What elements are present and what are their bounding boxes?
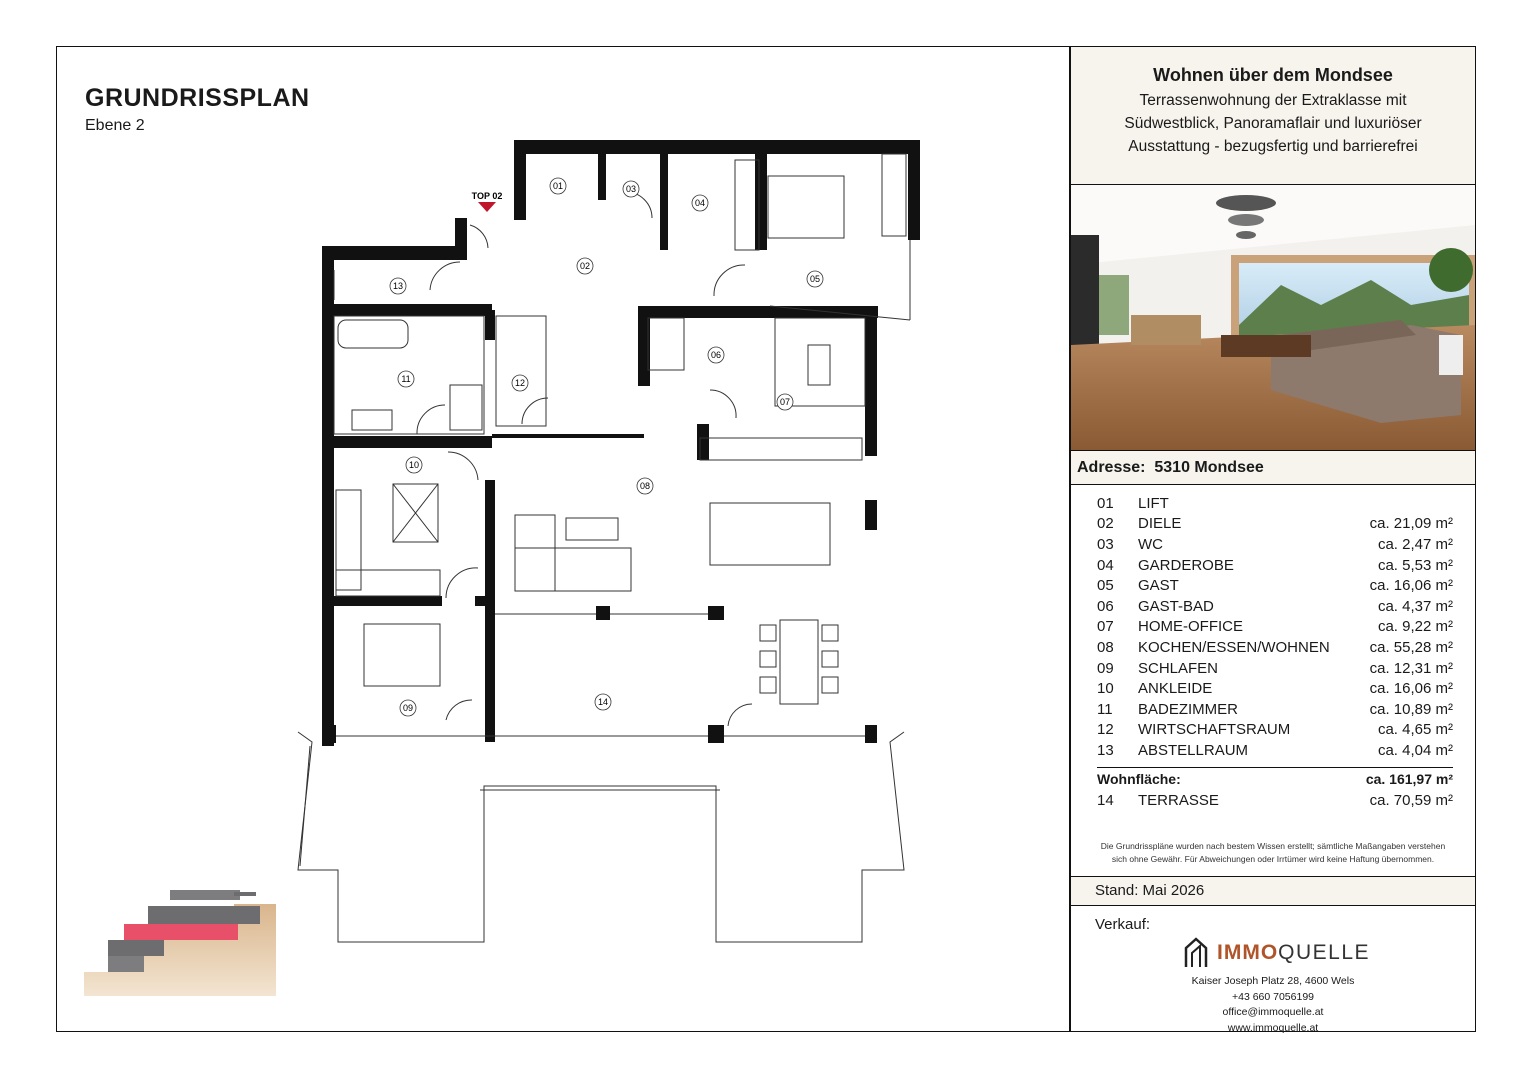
contact-website[interactable]: www.immoquelle.at (1227, 1021, 1319, 1034)
room-number: 02 (1097, 515, 1114, 533)
contact-block (1071, 974, 1475, 1036)
total-label: Wohnfläche: (1097, 770, 1181, 787)
room-marker-label: 07 (779, 397, 791, 407)
room-name: HOME-OFFICE (1138, 618, 1243, 636)
room-marker-label: 10 (408, 460, 420, 470)
room-marker-label: 05 (809, 274, 821, 284)
room-marker-label: 03 (625, 184, 637, 194)
room-marker-label: 08 (639, 481, 651, 491)
room-row (1097, 740, 1453, 761)
room-marker-label: 04 (694, 198, 706, 208)
room-area: ca. 55,28 m² (1369, 638, 1453, 656)
room-marker-label: 12 (514, 378, 526, 388)
listing-title: Wohnen über dem Mondsee (1153, 65, 1393, 85)
room-area: ca. 4,04 m² (1377, 741, 1453, 759)
room-number: 13 (1097, 741, 1114, 759)
room-number: 07 (1097, 618, 1114, 636)
room-number: 03 (1097, 535, 1114, 553)
room-area: ca. 9,22 m² (1377, 618, 1453, 636)
info-panel (1071, 47, 1475, 1042)
contact-address: Kaiser Joseph Platz 28, 4600 Wels (1191, 975, 1355, 988)
total-area: ca. 161,97 m² (1365, 770, 1453, 787)
living-area-total (1097, 767, 1453, 790)
room-row (1097, 493, 1453, 514)
room-row (1097, 637, 1453, 658)
room-number: 11 (1097, 700, 1113, 718)
room-name: GARDEROBE (1138, 556, 1234, 574)
room-name: ABSTELLRAUM (1138, 741, 1249, 759)
address-value: 5310 Mondsee (1154, 459, 1264, 476)
room-row (1097, 720, 1453, 741)
room-number: 08 (1097, 638, 1114, 656)
room-row (1097, 575, 1453, 596)
building-section-thumbnail (84, 888, 276, 998)
room-number: 10 (1097, 680, 1114, 698)
room-number: 12 (1097, 721, 1114, 739)
plan-title: GRUNDRISSPLAN (85, 84, 310, 112)
room-name: WIRTSCHAFTSRAUM (1138, 721, 1291, 739)
room-area: ca. 4,37 m² (1377, 597, 1453, 615)
sale-label: Verkauf: (1095, 916, 1151, 934)
room-area: ca. 10,89 m² (1369, 700, 1453, 718)
listing-subtitle-line: Südwestblick, Panoramaflair und luxuriöser (1124, 115, 1422, 132)
logo-text-thin: QUELLE (1278, 941, 1371, 965)
room-row (1097, 699, 1453, 720)
room-name: WC (1138, 535, 1163, 553)
listing-subtitle-line: Terrassenwohnung der Extraklasse mit (1139, 92, 1407, 109)
contact-phone[interactable]: +43 660 7056199 (1231, 990, 1315, 1003)
room-row (1097, 555, 1453, 576)
room-name: SCHLAFEN (1138, 659, 1219, 677)
room-name: GAST-BAD (1138, 597, 1214, 615)
room-number: 04 (1097, 556, 1114, 574)
plan-level: Ebene 2 (85, 117, 145, 134)
room-area: ca. 21,09 m² (1369, 515, 1453, 533)
room-marker-label: 13 (392, 281, 404, 291)
stand-date: Stand: Mai 2026 (1071, 876, 1475, 906)
room-row (1097, 534, 1453, 555)
room-area: ca. 12,31 m² (1369, 659, 1453, 677)
room-name: TERRASSE (1138, 791, 1219, 809)
terrace-row (1097, 790, 1453, 811)
listing-subtitle-line: Ausstattung - bezugsfertig und barrierefrei (1128, 138, 1418, 155)
address-bar (1071, 451, 1475, 485)
room-marker-label: 11 (401, 374, 411, 384)
room-row (1097, 596, 1453, 617)
company-logo (1183, 936, 1370, 970)
room-area: ca. 16,06 m² (1369, 680, 1453, 698)
room-row (1097, 658, 1453, 679)
room-number: 14 (1097, 791, 1114, 809)
room-number: 01 (1097, 494, 1114, 512)
room-area: ca. 5,53 m² (1377, 556, 1453, 574)
room-marker-label: 09 (402, 703, 414, 713)
room-name: DIELE (1138, 515, 1182, 533)
floor-plan (80, 130, 940, 970)
room-number: 09 (1097, 659, 1114, 677)
sales-contact (1071, 906, 1475, 1042)
disclaimer-line: sich ohne Gewähr. Für Abweichungen oder Irrtümer wird keine Haftung übernommen. (1111, 854, 1435, 865)
room-row (1097, 514, 1453, 535)
room-number: 05 (1097, 577, 1114, 595)
room-marker-label: 06 (710, 350, 722, 360)
room-area: ca. 2,47 m² (1377, 535, 1453, 553)
room-area: ca. 16,06 m² (1369, 577, 1453, 595)
contact-email[interactable]: office@immoquelle.at (1222, 1006, 1324, 1019)
room-marker-label: 01 (552, 181, 564, 191)
house-logo-icon (1183, 936, 1209, 970)
room-name: ANKLEIDE (1138, 680, 1213, 698)
room-row (1097, 617, 1453, 638)
room-marker-label: 02 (579, 261, 591, 271)
room-name: GAST (1138, 577, 1179, 595)
room-area: ca. 70,59 m² (1369, 791, 1453, 809)
interior-photo (1071, 185, 1475, 451)
disclaimer-line: Die Grundrisspläne wurden nach bestem Wissen erstellt; sämtliche Maßangaben verstehen (1100, 841, 1446, 852)
entry-label: TOP 02 (471, 191, 503, 201)
logo-text-bold: IMMO (1217, 941, 1279, 965)
disclaimer (1071, 840, 1475, 872)
room-number: 06 (1097, 597, 1114, 615)
address-label: Adresse: (1077, 459, 1146, 476)
room-name: KOCHEN/ESSEN/WOHNEN (1138, 638, 1330, 656)
room-area: ca. 4,65 m² (1377, 721, 1453, 739)
listing-header (1071, 47, 1475, 185)
room-list (1071, 485, 1475, 810)
room-row (1097, 678, 1453, 699)
room-name: BADEZIMMER (1138, 700, 1239, 718)
room-marker-label: 14 (597, 697, 609, 707)
room-name: LIFT (1138, 494, 1169, 512)
